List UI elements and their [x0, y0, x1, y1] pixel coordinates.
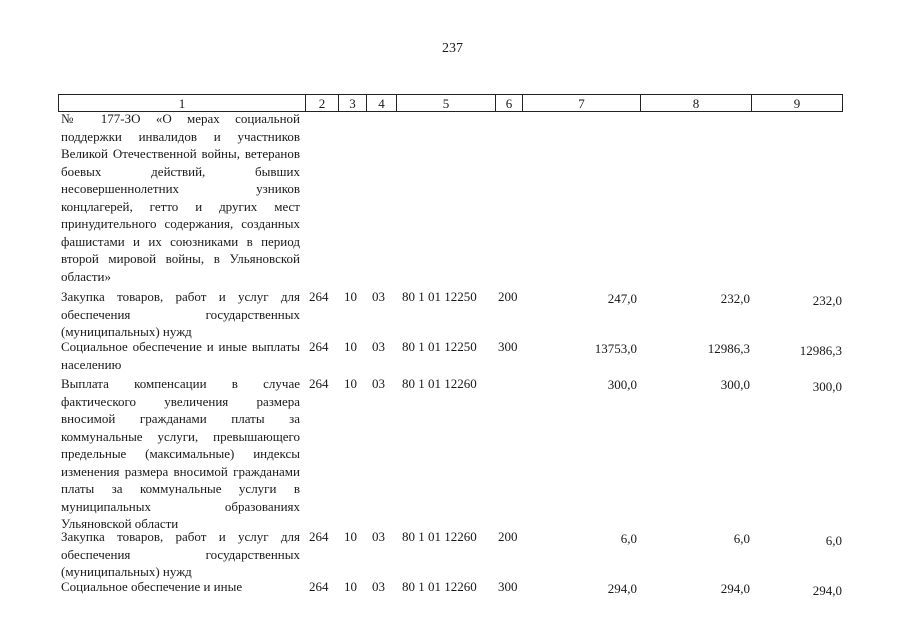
row-description: Социальное обеспечение и иные выплаты населению: [61, 339, 300, 372]
column-header-3: 3: [338, 94, 366, 112]
cell-code-6: 200: [498, 529, 518, 544]
cell-value-7: 294,0: [607, 581, 637, 596]
column-header-4: 4: [366, 94, 396, 112]
column-header-7: 7: [522, 94, 640, 112]
cell-code-3: 10: [344, 376, 357, 391]
cell-code-3: 10: [344, 339, 357, 354]
cell-value-7: 13753,0: [594, 341, 637, 356]
cell-code-5: 80 1 01 12260: [402, 579, 477, 594]
cell-code-2: 264: [309, 579, 329, 594]
cell-code-4: 03: [372, 579, 385, 594]
cell-code-6: 300: [498, 579, 518, 594]
cell-code-2: 264: [309, 289, 329, 304]
cell-value-7: 247,0: [607, 291, 637, 306]
row-description: № 177-ЗО «О мерах социальной поддержки инвалидов и участников Великой Отечественной войны, ветеранов боевых действий, бывших несовершеннолетних узников концлагерей, гетто и других мест принудительного содержания, созданных фашистами и их союзниками в период второй мировой войны, в Ульяновской области»: [61, 111, 300, 284]
cell-code-3: 10: [344, 579, 357, 594]
cell-code-5: 80 1 01 12250: [402, 339, 477, 354]
cell-code-4: 03: [372, 529, 385, 544]
cell-value-9: 12986,3: [799, 343, 842, 358]
cell-code-4: 03: [372, 289, 385, 304]
page-number: 237: [442, 41, 463, 56]
row-description: Закупка товаров, работ и услуг для обеспечения государственных (муниципальных) нужд: [61, 529, 300, 579]
cell-code-6: 300: [498, 339, 518, 354]
column-header-6: 6: [495, 94, 522, 112]
row-description: Социальное обеспечение и иные: [61, 579, 243, 594]
cell-code-2: 264: [309, 529, 329, 544]
cell-code-2: 264: [309, 376, 329, 391]
cell-value-8: 294,0: [720, 581, 750, 596]
cell-value-7: 6,0: [620, 531, 637, 546]
cell-code-5: 80 1 01 12260: [402, 529, 477, 544]
cell-value-8: 6,0: [733, 531, 750, 546]
cell-value-7: 300,0: [607, 377, 637, 392]
cell-value-9: 232,0: [812, 293, 842, 308]
cell-code-6: 200: [498, 289, 518, 304]
cell-code-3: 10: [344, 289, 357, 304]
row-description: Закупка товаров, работ и услуг для обеспечения государственных (муниципальных) нужд: [61, 289, 300, 339]
cell-code-5: 80 1 01 12250: [402, 289, 477, 304]
column-header-8: 8: [640, 94, 751, 112]
cell-value-9: 300,0: [812, 379, 842, 394]
column-header-2: 2: [305, 94, 338, 112]
column-header-1: 1: [58, 94, 305, 112]
column-header-5: 5: [396, 94, 495, 112]
cell-value-8: 300,0: [720, 377, 750, 392]
cell-value-8: 232,0: [720, 291, 750, 306]
row-description: Выплата компенсации в случае фактического увеличения размера вносимой гражданами платы за коммунальные услуги, превышающего предельные (максимальные) индексы изменения размера вносимой гражданами платы за коммунальные услуги в муниципальных образованиях Ульяновской области: [61, 376, 300, 531]
column-header-9: 9: [751, 94, 843, 112]
cell-value-8: 12986,3: [707, 341, 750, 356]
cell-code-2: 264: [309, 339, 329, 354]
cell-value-9: 6,0: [825, 533, 842, 548]
cell-code-5: 80 1 01 12260: [402, 376, 477, 391]
cell-code-4: 03: [372, 376, 385, 391]
cell-value-9: 294,0: [812, 583, 842, 598]
cell-code-3: 10: [344, 529, 357, 544]
cell-code-4: 03: [372, 339, 385, 354]
